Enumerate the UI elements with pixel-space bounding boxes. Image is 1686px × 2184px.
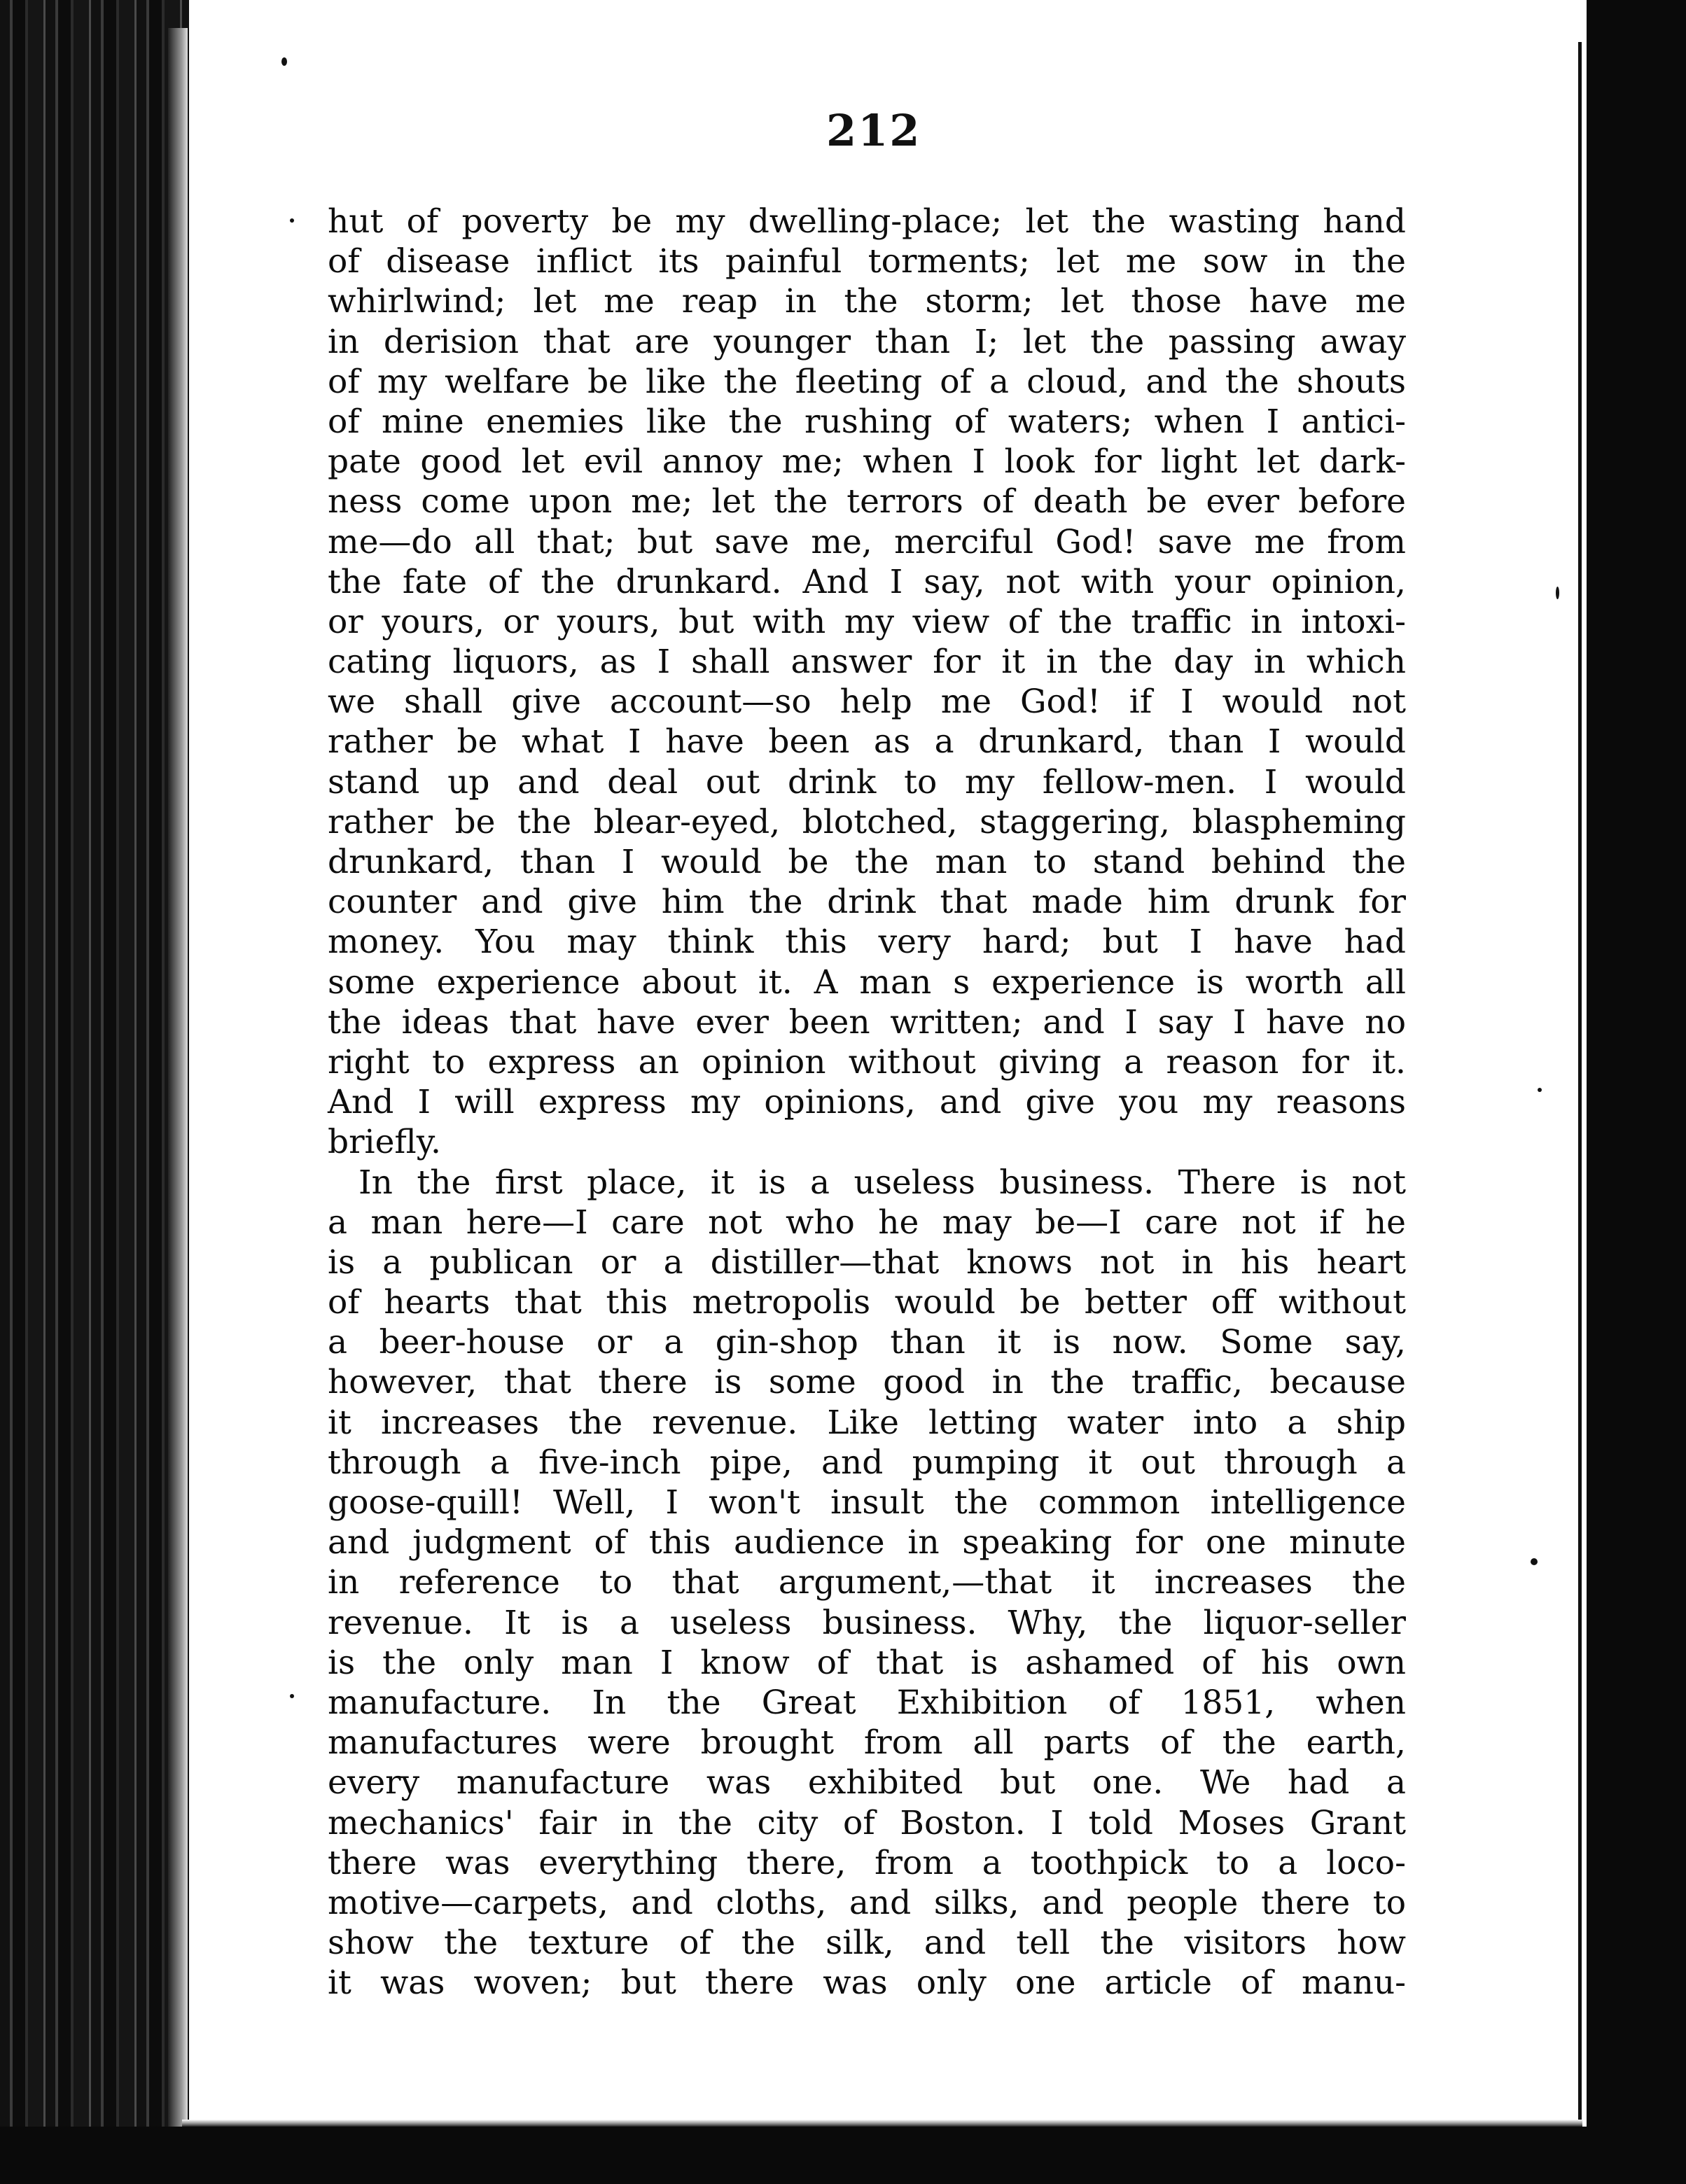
text-line: goose-quill! Well, I won't insult the common intelligence	[328, 1483, 1406, 1522]
text-line: drunkard, than I would be the man to stand behind the	[328, 843, 1406, 881]
text-line: of mine enemies like the rushing of waters; when I antici-	[328, 402, 1406, 441]
text-line: of hearts that this metropolis would be better off without	[328, 1283, 1406, 1322]
scan-speck	[1538, 1088, 1542, 1092]
scan-speck	[281, 57, 287, 66]
text-line: of my welfare be like the fleeting of a cloud, and the shouts	[328, 362, 1406, 401]
text-line: right to express an opinion without giving a reason for it.	[328, 1042, 1406, 1082]
text-line: rather be what I have been as a drunkard, than I would	[328, 722, 1406, 762]
text-line: is a publican or a distiller—that knows not in his heart	[328, 1242, 1406, 1282]
text-line: every manufacture was exhibited but one. We had a	[328, 1763, 1406, 1802]
text-line: money. You may think this very hard; but I have had	[328, 923, 1406, 962]
page-edge-shadow	[168, 28, 188, 2142]
text-line: stand up and deal out drink to my fellow-men. I would	[328, 762, 1406, 802]
text-line: there was everything there, from a toothpick to a loco-	[328, 1843, 1406, 1882]
body-text	[328, 202, 1406, 2003]
scan-speck	[290, 1694, 294, 1698]
text-line: is the only man I know of that is ashamed of his own	[328, 1643, 1406, 1682]
text-line: In the first place, it is a useless business. There is not	[358, 1163, 1406, 1202]
text-line: and judgment of this audience in speaking for one minute	[328, 1523, 1406, 1562]
scan-border-bottom	[0, 2127, 1686, 2184]
text-line: whirlwind; let me reap in the storm; let those have me	[328, 282, 1406, 321]
scan-speck	[1531, 1558, 1538, 1565]
text-line: mechanics' fair in the city of Boston. I told Moses Grant	[328, 1803, 1406, 1842]
scan-speck	[290, 218, 294, 223]
scan-border-right	[1587, 0, 1686, 2184]
text-line: me—do all that; but save me, merciful God! save me from	[328, 522, 1406, 561]
text-line: a man here—I care not who he may be—I care not if he	[328, 1203, 1406, 1242]
text-line: revenue. It is a useless business. Why, the liquor-seller	[328, 1603, 1406, 1642]
page-edge-bottom	[182, 2120, 1582, 2127]
text-line: rather be the blear-eyed, blotched, staggering, blaspheming	[328, 802, 1406, 841]
text-line: And I will express my opinions, and give you my reasons	[328, 1083, 1406, 1122]
text-line: motive—carpets, and cloths, and silks, and people there to	[328, 1883, 1406, 1922]
text-line: the ideas that have ever been written; and I say I have no	[328, 1002, 1406, 1042]
text-line: we shall give account—so help me God! if I would not	[328, 682, 1406, 722]
text-line: some experience about it. A man s experience is worth all	[328, 962, 1406, 1002]
text-line: show the texture of the silk, and tell the visitors how	[328, 1924, 1406, 1963]
text-line: of disease inflict its painful torments; let me sow in the	[328, 242, 1406, 281]
page-edge-line-right	[1578, 42, 1582, 2135]
text-line: it was woven; but there was only one article of manu-	[328, 1963, 1406, 2003]
text-line: a beer-house or a gin-shop than it is now. Some say,	[328, 1323, 1406, 1362]
scan-speck	[1556, 587, 1559, 599]
text-line: the fate of the drunkard. And I say, not with your opinion,	[328, 562, 1406, 601]
text-line: in reference to that argument,—that it increases the	[328, 1563, 1406, 1602]
text-line: or yours, or yours, but with my view of the traffic in intoxi-	[328, 602, 1406, 641]
text-line: it increases the revenue. Like letting water into a ship	[328, 1403, 1406, 1442]
text-line: ness come upon me; let the terrors of death be ever before	[328, 482, 1406, 522]
text-line: cating liquors, as I shall answer for it in the day in which	[328, 643, 1406, 682]
book-binding-spine	[0, 0, 189, 2184]
text-line: counter and give him the drink that made him drunk for	[328, 883, 1406, 922]
text-line: through a five-inch pipe, and pumping it out through a	[328, 1443, 1406, 1482]
text-line: briefly.	[328, 1123, 441, 1162]
text-line: manufactures were brought from all parts of the earth,	[328, 1723, 1406, 1763]
text-line: in derision that are younger than I; let the passing away	[328, 322, 1406, 361]
text-line: pate good let evil annoy me; when I look for light let dark-	[328, 442, 1406, 482]
text-line: however, that there is some good in the traffic, because	[328, 1363, 1406, 1402]
text-line: manufacture. In the Great Exhibition of 1851, when	[328, 1683, 1406, 1722]
text-line: hut of poverty be my dwelling-place; let the wasting hand	[328, 202, 1406, 241]
page-number: 212	[826, 105, 921, 156]
